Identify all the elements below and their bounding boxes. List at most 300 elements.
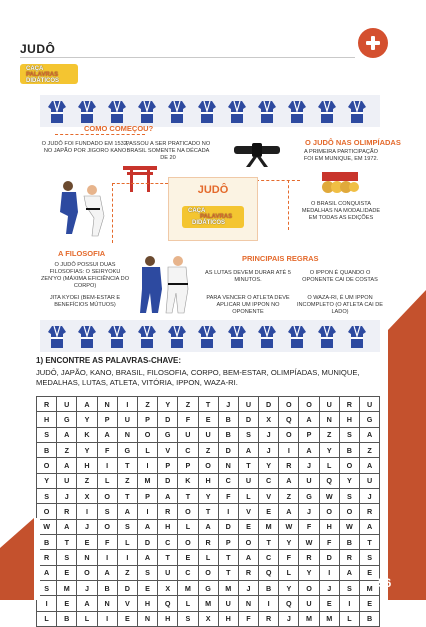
grid-cell[interactable]: L [117,535,137,550]
grid-cell[interactable]: B [218,412,238,427]
grid-cell[interactable]: Q [319,473,339,488]
grid-cell[interactable]: J [319,581,339,596]
grid-cell[interactable]: T [360,535,380,550]
judo-gi-icon [168,324,186,348]
grid-cell[interactable]: I [218,504,238,519]
grid-cell[interactable]: W [319,489,339,504]
grid-cell[interactable]: M [198,596,218,611]
judo-gi-icon [348,324,366,348]
grid-cell[interactable]: G [198,581,218,596]
grid-cell[interactable]: N [97,397,117,412]
grid-cell[interactable]: A [299,443,319,458]
grid-cell[interactable]: A [360,458,380,473]
grid-cell[interactable]: S [238,427,258,442]
grid-cell[interactable]: L [137,443,157,458]
grid-cell[interactable]: G [360,412,380,427]
grid-cell[interactable]: D [238,412,258,427]
grid-cell[interactable]: L [339,611,359,626]
grid-cell[interactable]: O [238,535,258,550]
grid-cell[interactable]: O [97,519,117,534]
center-brand-line2: PALAVRAS [200,214,233,220]
grid-cell[interactable]: L [319,458,339,473]
grid-cell[interactable]: Z [198,443,218,458]
grid-cell[interactable]: M [137,473,157,488]
grid-cell[interactable]: J [360,489,380,504]
grid-row [37,412,380,427]
grid-cell[interactable]: R [238,565,258,580]
grid-cell[interactable]: N [77,550,97,565]
grid-cell[interactable]: A [279,504,299,519]
grid-cell[interactable]: L [77,611,97,626]
grid-cell[interactable]: H [218,611,238,626]
grid-cell[interactable]: C [259,550,279,565]
grid-cell[interactable]: X [259,412,279,427]
grid-cell[interactable]: J [77,581,97,596]
grid-cell[interactable]: Z [57,443,77,458]
grid-cell[interactable]: A [57,519,77,534]
grid-cell[interactable]: L [178,596,198,611]
grid-cell[interactable]: X [77,489,97,504]
grid-cell[interactable]: U [319,397,339,412]
grid-cell[interactable]: D [137,535,157,550]
grid-cell[interactable]: U [299,596,319,611]
grid-cell[interactable]: S [37,489,57,504]
grid-cell[interactable]: U [57,473,77,488]
grid-cell[interactable]: M [259,519,279,534]
grid-row [37,581,380,596]
grid-cell[interactable]: K [77,427,97,442]
grid-cell[interactable]: J [259,443,279,458]
grid-cell[interactable]: P [178,458,198,473]
grid-cell[interactable]: L [238,489,258,504]
grid-cell[interactable]: U [299,473,319,488]
grid-cell[interactable]: Z [178,397,198,412]
first-aid-badge [358,28,388,58]
grid-cell[interactable]: I [97,458,117,473]
grid-cell[interactable]: E [238,519,258,534]
grid-cell[interactable]: M [299,611,319,626]
grid-cell[interactable]: I [339,596,359,611]
grid-cell[interactable]: A [198,519,218,534]
grid-cell[interactable]: H [339,412,359,427]
grid-cell[interactable]: E [77,535,97,550]
grid-cell[interactable]: T [198,504,218,519]
grid-cell[interactable]: J [259,427,279,442]
grid-cell[interactable]: F [218,489,238,504]
corner-stripe-right [388,290,426,600]
grid-cell[interactable]: G [57,412,77,427]
rules-text2: PARA VENCER O ATLETA DEVE APLICAR UM IPPON NO OPONENTE [206,295,290,315]
grid-cell[interactable]: Y [77,443,97,458]
grid-cell[interactable]: I [137,504,157,519]
grid-cell[interactable]: A [57,427,77,442]
grid-row [37,443,380,458]
grid-cell[interactable]: J [299,458,319,473]
grid-cell[interactable]: E [117,611,137,626]
grid-cell[interactable]: S [339,427,359,442]
grid-cell[interactable]: L [97,473,117,488]
judo-gi-icon [78,324,96,348]
grid-cell[interactable]: J [77,519,97,534]
grid-cell[interactable]: A [117,504,137,519]
grid-cell[interactable]: J [57,489,77,504]
judo-gi-icon [198,324,216,348]
grid-cell[interactable]: R [37,550,57,565]
grid-cell[interactable]: F [97,443,117,458]
grid-cell[interactable]: J [279,611,299,626]
grid-cell[interactable]: S [178,611,198,626]
grid-cell[interactable]: M [178,581,198,596]
grid-cell[interactable]: A [97,565,117,580]
grid-cell[interactable]: H [158,611,178,626]
brand-line1: CAÇA [26,66,44,72]
grid-cell[interactable]: T [218,565,238,580]
grid-cell[interactable]: S [97,504,117,519]
grid-cell[interactable]: P [137,489,157,504]
grid-cell[interactable]: H [158,519,178,534]
grid-cell[interactable]: L [178,519,198,534]
gi-row-top [40,94,380,128]
gi-row-bottom [40,319,380,353]
page-title: JUDÔ [20,42,56,56]
grid-cell[interactable]: U [238,473,258,488]
grid-cell[interactable]: Y [279,581,299,596]
grid-cell[interactable]: M [218,581,238,596]
judo-gi-icon [138,324,156,348]
start-connector [55,134,145,135]
grid-cell[interactable]: A [360,427,380,442]
grid-cell[interactable]: Y [198,489,218,504]
grid-cell[interactable]: I [97,550,117,565]
grid-cell[interactable]: I [117,397,137,412]
grid-cell[interactable]: I [279,443,299,458]
grid-cell[interactable]: V [259,489,279,504]
grid-cell[interactable]: O [198,565,218,580]
grid-cell[interactable]: O [77,565,97,580]
grid-cell[interactable]: V [117,596,137,611]
rules-text1: AS LUTAS DEVEM DURAR ATÉ 5 MINUTOS. [205,270,291,283]
grid-cell[interactable]: O [319,504,339,519]
olympics-heading: O JUDÔ NAS OLIMPÍADAS [305,138,401,147]
grid-cell[interactable]: F [238,611,258,626]
rules-text4: O WAZA-RI, É UM IPPON INCOMPLETO (O ATLETA CAI DE LADO) [296,295,384,315]
grid-cell[interactable]: R [339,550,359,565]
grid-cell[interactable]: Y [319,443,339,458]
grid-row [37,504,380,519]
grid-cell[interactable]: I [319,565,339,580]
start-heading: COMO COMEÇOU? [84,124,154,133]
grid-cell[interactable]: P [218,535,238,550]
grid-cell[interactable]: E [57,565,77,580]
grid-cell[interactable]: W [279,519,299,534]
grid-cell[interactable]: J [218,397,238,412]
grid-cell[interactable]: E [319,596,339,611]
grid-cell[interactable]: Z [319,427,339,442]
grid-cell[interactable]: A [77,596,97,611]
grid-cell[interactable]: N [97,596,117,611]
grid-cell[interactable]: F [299,519,319,534]
grid-cell[interactable]: O [198,458,218,473]
grid-cell[interactable]: I [117,550,137,565]
grid-cell[interactable]: A [238,550,258,565]
grid-cell[interactable]: T [178,489,198,504]
grid-cell[interactable]: L [279,565,299,580]
philosophy-text1: O JUDÔ POSSUI DUAS FILOSOFIAS: O SEIRYOKU ZEN'YO (MÁXIMA EFICIÊNCIA DO CORPO) [40,262,130,289]
medals-icon [320,170,360,196]
grid-cell[interactable]: T [57,535,77,550]
grid-cell[interactable]: H [198,473,218,488]
grid-cell[interactable]: D [158,412,178,427]
grid-cell[interactable]: B [339,535,359,550]
grid-cell[interactable]: T [238,458,258,473]
grid-cell[interactable]: F [97,535,117,550]
grid-cell[interactable]: Y [37,473,57,488]
black-belt-icon [232,140,282,168]
grid-cell[interactable]: I [137,458,157,473]
grid-cell[interactable]: O [339,458,359,473]
grid-cell[interactable]: M [319,611,339,626]
grid-cell[interactable]: N [218,458,238,473]
grid-cell[interactable]: O [37,504,57,519]
grid-cell[interactable]: R [158,504,178,519]
grid-cell[interactable]: P [137,412,157,427]
grid-cell[interactable]: A [299,412,319,427]
judo-gi-icon [288,99,306,123]
grid-cell[interactable]: C [178,443,198,458]
grid-cell[interactable]: O [279,397,299,412]
grid-cell[interactable]: J [299,504,319,519]
grid-cell[interactable]: A [279,473,299,488]
grid-cell[interactable]: W [299,535,319,550]
grid-cell[interactable]: R [37,397,57,412]
grid-cell[interactable]: O [178,504,198,519]
judo-gi-icon [48,99,66,123]
grid-cell[interactable]: H [319,519,339,534]
grid-cell[interactable]: A [339,565,359,580]
grid-cell[interactable]: R [259,611,279,626]
grid-cell[interactable]: B [97,581,117,596]
grid-cell[interactable]: Y [279,535,299,550]
grid-cell[interactable]: T [117,458,137,473]
grid-cell[interactable]: R [57,504,77,519]
grid-cell[interactable]: Z [117,473,137,488]
start-right-text: PASSOU A SER PRATICADO NO BRASIL SOMENTE NA DÉCADA DE 20 [125,141,211,161]
judo-gi-icon [318,99,336,123]
grid-cell[interactable]: A [77,397,97,412]
grid-cell[interactable]: M [360,581,380,596]
grid-cell[interactable]: O [137,427,157,442]
grid-cell[interactable]: B [57,611,77,626]
start-left-text: O JUDÔ FOI FUNDADO EM 1532, NO JAPÃO POR JIGORO KANO [41,141,129,154]
grid-cell[interactable]: P [299,427,319,442]
grid-cell[interactable]: G [299,489,319,504]
grid-cell[interactable]: J [238,581,258,596]
grid-cell[interactable]: N [137,611,157,626]
grid-cell[interactable]: R [279,458,299,473]
grid-cell[interactable]: O [299,581,319,596]
grid-cell[interactable]: W [339,519,359,534]
grid-cell[interactable]: O [97,489,117,504]
grid-cell[interactable]: F [319,535,339,550]
grid-cell[interactable]: B [218,427,238,442]
grid-cell[interactable]: B [360,611,380,626]
grid-cell[interactable]: I [77,504,97,519]
grid-cell[interactable]: O [339,504,359,519]
grid-cell[interactable]: I [259,596,279,611]
grid-cell[interactable]: O [279,427,299,442]
grid-cell[interactable]: U [360,397,380,412]
grid-cell[interactable]: S [57,550,77,565]
grid-cell[interactable]: L [198,550,218,565]
grid-cell[interactable]: Y [339,473,359,488]
rules-heading: PRINCIPAIS REGRAS [242,254,319,263]
grid-cell[interactable]: E [360,565,380,580]
grid-cell[interactable]: A [137,550,157,565]
grid-cell[interactable]: D [218,519,238,534]
grid-cell[interactable]: R [360,504,380,519]
grid-cell[interactable]: Q [279,412,299,427]
grid-cell[interactable]: A [238,443,258,458]
grid-cell[interactable]: S [360,550,380,565]
grid-cell[interactable]: N [117,427,137,442]
grid-cell[interactable]: Z [117,565,137,580]
grid-cell[interactable]: E [198,412,218,427]
grid-cell[interactable]: E [137,581,157,596]
grid-cell[interactable]: Q [259,565,279,580]
grid-cell[interactable]: Z [137,397,157,412]
judo-gi-icon [228,99,246,123]
grid-cell[interactable]: S [339,489,359,504]
grid-cell[interactable]: F [279,550,299,565]
grid-cell[interactable]: R [299,550,319,565]
grid-cell[interactable]: X [198,611,218,626]
grid-cell[interactable]: S [137,565,157,580]
grid-cell[interactable]: Y [77,412,97,427]
grid-cell[interactable]: N [238,596,258,611]
grid-cell[interactable]: Q [158,596,178,611]
page-number: 56 [378,576,392,590]
grid-cell[interactable]: H [37,412,57,427]
grid-cell[interactable]: N [319,412,339,427]
grid-cell[interactable]: A [97,427,117,442]
grid-cell[interactable]: H [77,458,97,473]
grid-cell[interactable]: S [37,427,57,442]
grid-cell[interactable]: C [259,473,279,488]
grid-cell[interactable]: T [117,489,137,504]
grid-cell[interactable]: D [117,581,137,596]
word-search-grid [36,396,380,627]
grid-cell[interactable]: O [37,458,57,473]
grid-cell[interactable]: Z [77,473,97,488]
grid-cell[interactable]: T [198,397,218,412]
grid-cell[interactable]: H [137,596,157,611]
grid-cell[interactable]: B [37,443,57,458]
grid-cell[interactable]: X [158,581,178,596]
grid-cell[interactable]: D [259,397,279,412]
grid-cell[interactable]: A [37,565,57,580]
grid-cell[interactable]: E [259,504,279,519]
grid-cell[interactable]: K [178,473,198,488]
grid-cell[interactable]: Q [279,596,299,611]
grid-cell[interactable]: G [158,427,178,442]
judo-gi-icon [168,99,186,123]
grid-cell[interactable]: M [57,581,77,596]
grid-cell[interactable]: E [57,596,77,611]
philosophy-text2: JITA KYOEI (BEM-ESTAR E BENEFÍCIOS MÚTUOS) [49,295,121,308]
grid-cell[interactable]: P [158,458,178,473]
grid-cell[interactable]: C [178,565,198,580]
grid-cell[interactable]: V [238,504,258,519]
grid-cell[interactable]: L [37,611,57,626]
grid-cell[interactable]: R [198,535,218,550]
grid-cell[interactable]: U [198,427,218,442]
grid-cell[interactable]: U [158,565,178,580]
grid-cell[interactable]: U [57,397,77,412]
grid-cell[interactable]: A [360,519,380,534]
grid-cell[interactable]: U [178,427,198,442]
judo-gi-icon [228,324,246,348]
grid-cell[interactable]: B [37,535,57,550]
judo-gi-icon [48,324,66,348]
grid-cell[interactable]: U [218,596,238,611]
grid-cell[interactable]: D [158,473,178,488]
grid-cell[interactable]: I [37,596,57,611]
grid-cell[interactable]: A [137,519,157,534]
grid-cell[interactable]: C [218,473,238,488]
brand-line2: PALAVRAS [26,72,59,78]
grid-cell[interactable]: W [37,519,57,534]
grid-cell[interactable]: Z [360,443,380,458]
title-divider [20,57,355,58]
grid-cell[interactable]: I [97,611,117,626]
grid-cell[interactable]: G [117,443,137,458]
grid-cell[interactable]: S [339,581,359,596]
grid-cell[interactable]: U [117,412,137,427]
grid-cell[interactable]: O [299,397,319,412]
grid-cell[interactable]: T [158,550,178,565]
grid-cell[interactable]: S [117,519,137,534]
grid-cell[interactable]: S [37,581,57,596]
grid-cell[interactable]: T [259,535,279,550]
grid-cell[interactable]: R [339,397,359,412]
grid-cell[interactable]: Y [158,397,178,412]
judo-gi-icon [198,99,216,123]
grid-cell[interactable]: T [218,550,238,565]
grid-cell[interactable]: C [158,535,178,550]
grid-cell[interactable]: F [178,412,198,427]
grid-cell[interactable]: E [360,596,380,611]
grid-cell[interactable]: A [57,458,77,473]
grid-cell[interactable]: O [178,535,198,550]
grid-row [37,489,380,504]
grid-cell[interactable]: Y [259,458,279,473]
grid-cell[interactable]: A [158,489,178,504]
grid-cell[interactable]: Y [299,565,319,580]
grid-cell[interactable]: Z [279,489,299,504]
center-title-box [168,177,258,241]
grid-cell[interactable]: D [319,550,339,565]
grid-cell[interactable]: P [97,412,117,427]
grid-cell[interactable]: B [339,443,359,458]
grid-cell[interactable]: E [178,550,198,565]
grid-cell[interactable]: U [360,473,380,488]
grid-cell[interactable]: U [238,397,258,412]
grid-cell[interactable]: D [218,443,238,458]
brand-line3: DIDÁTICOS [26,78,59,84]
grid-cell[interactable]: B [259,581,279,596]
grid-cell[interactable]: V [158,443,178,458]
grid-row [37,565,380,580]
